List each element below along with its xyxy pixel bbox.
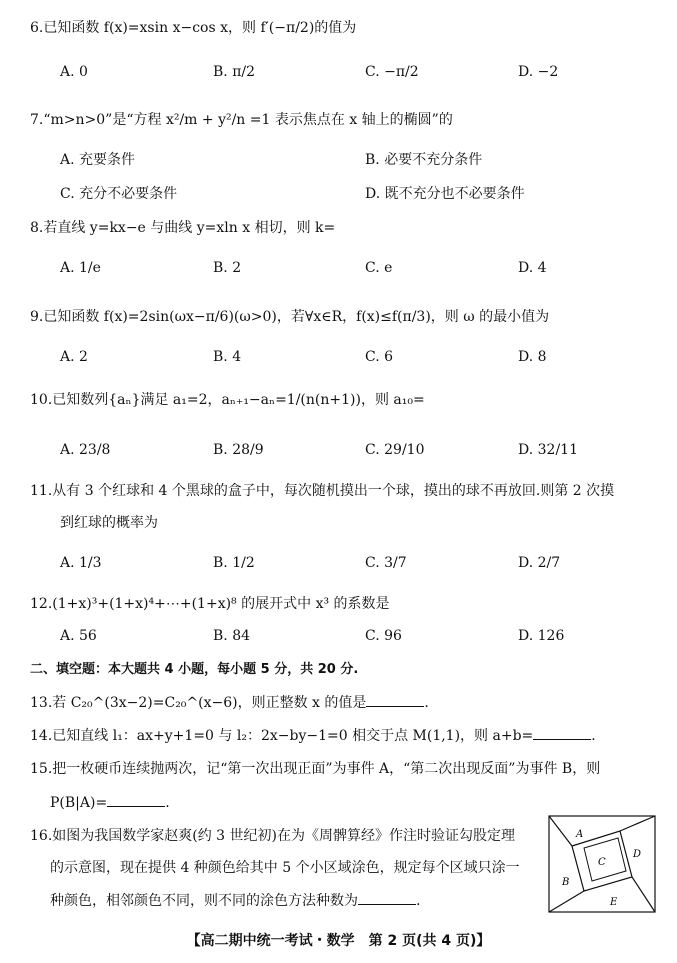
page-footer: 【高二期中统一考试・数学 第 2 页(共 4 页)】	[186, 933, 491, 949]
q9-option-d: D. 8	[518, 349, 547, 365]
region-d-label: D	[633, 849, 642, 860]
q11-option-a: A. 1/3	[60, 555, 102, 571]
q16-line2: 的示意图，现在提供 4 种颜色给其中 5 个小区域涂色，规定每个区域只涂一	[50, 860, 520, 876]
q12-option-b: B. 84	[213, 628, 251, 644]
q9-stem: 9.已知函数 f(x)=2sin(ωx−π/6)(ω>0)，若∀x∈R，f(x)≤f(π/3)，则 ω 的最小值为	[30, 309, 550, 325]
q10-option-b: B. 28/9	[213, 442, 264, 458]
region-c-label: C	[598, 857, 606, 868]
q12-option-c: C. 96	[365, 628, 402, 644]
q16-answer-blank[interactable]	[358, 890, 416, 905]
q12-option-d: D. 126	[518, 628, 565, 644]
q16-line3: 种颜色，相邻颜色不同，则不同的涂色方法种数为 .	[50, 890, 420, 911]
q11-option-c: C. 3/7	[365, 555, 407, 571]
q15-answer-blank[interactable]	[107, 792, 165, 807]
q9-option-c: C. 6	[365, 349, 394, 365]
q10-option-a: A. 23/8	[60, 442, 111, 458]
q9-option-a: A. 2	[60, 349, 88, 365]
region-e-label: E	[610, 897, 618, 908]
q6-option-d: D. −2	[518, 64, 559, 80]
q7-option-c: C. 充分不必要条件	[60, 186, 178, 202]
q13: 13.若 C₂₀^(3x−2)=C₂₀^(x−6)，则正整数 x 的值是 .	[30, 692, 429, 713]
q8-option-a: A. 1/e	[60, 260, 101, 276]
q14-stem: 14.已知直线 l₁：ax+y+1=0 与 l₂：2x−by−1=0 相交于点 M(1,1)，则 a+b=	[30, 728, 534, 744]
q8-option-d: D. 4	[518, 260, 547, 276]
q7-option-d: D. 既不充分也不必要条件	[365, 186, 525, 202]
q10-option-c: C. 29/10	[365, 442, 425, 458]
q10-stem: 10.已知数列{aₙ}满足 a₁=2，aₙ₊₁−aₙ=1/(n(n+1))，则 a₁₀=	[30, 392, 425, 408]
region-b-label: B	[562, 877, 570, 888]
q6-option-c: C. −π/2	[365, 64, 419, 80]
q6-option-b: B. π/2	[213, 64, 256, 80]
q15-stem: P(B|A)=	[50, 795, 108, 811]
section-heading: 二、填空题：本大题共 4 小题，每小题 5 分，共 20 分.	[30, 662, 359, 677]
q6-option-a: A. 0	[60, 64, 88, 80]
zhao-shuang-diagram	[548, 815, 656, 913]
q12-stem: 12.(1+x)³+(1+x)⁴+⋯+(1+x)⁸ 的展开式中 x³ 的系数是	[30, 596, 390, 612]
q13-answer-blank[interactable]	[366, 692, 424, 707]
q12-option-a: A. 56	[60, 628, 97, 644]
q14-answer-blank[interactable]	[533, 725, 591, 740]
q6-stem: 6.已知函数 f(x)=xsin x−cos x，则 f′(−π/2)的值为	[30, 20, 357, 36]
q15-line1: 15.把一枚硬币连续抛两次，记“第一次出现正面”为事件 A，“第二次出现反面”为事件 B，则	[30, 761, 601, 777]
q8-option-b: B. 2	[213, 260, 242, 276]
q16-stem: 种颜色，相邻颜色不同，则不同的涂色方法种数为	[50, 893, 358, 909]
q9-option-b: B. 4	[213, 349, 242, 365]
q7-stem: 7.“m>n>0”是“方程 x²/m + y²/n =1 表示焦点在 x 轴上的椭圆”的	[30, 112, 453, 128]
q8-stem: 8.若直线 y=kx−e 与曲线 y=xln x 相切，则 k=	[30, 220, 336, 236]
q11-option-d: D. 2/7	[518, 555, 561, 571]
q7-option-b: B. 必要不充分条件	[365, 152, 483, 168]
q14: 14.已知直线 l₁：ax+y+1=0 与 l₂：2x−by−1=0 相交于点 M(1,1)，则 a+b= .	[30, 725, 596, 746]
q16-line1: 16.如图为我国数学家赵爽(约 3 世纪初)在为《周髀算经》作注时验证勾股定理	[30, 828, 515, 844]
q8-option-c: C. e	[365, 260, 393, 276]
q11-stem-line2: 到红球的概率为	[60, 515, 158, 531]
q15-line2: P(B|A)= .	[50, 792, 170, 813]
q13-stem: 13.若 C₂₀^(3x−2)=C₂₀^(x−6)，则正整数 x 的值是	[30, 695, 367, 711]
q7-option-a: A. 充要条件	[60, 152, 136, 168]
q11-stem-line1: 11.从有 3 个红球和 4 个黑球的盒子中，每次随机摸出一个球，摸出的球不再放回.则第 2 次摸	[30, 483, 615, 499]
q11-option-b: B. 1/2	[213, 555, 255, 571]
q10-option-d: D. 32/11	[518, 442, 578, 458]
region-a-label: A	[576, 829, 584, 840]
